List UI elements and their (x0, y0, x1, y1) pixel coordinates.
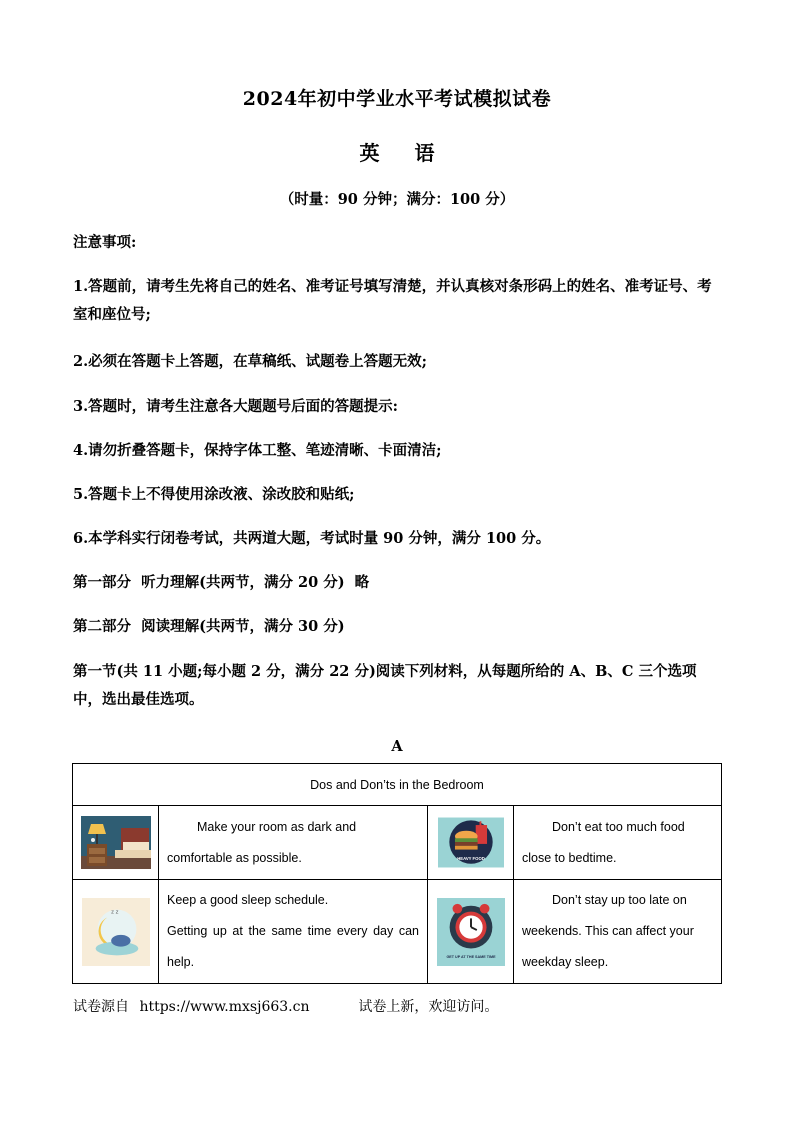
exam-title: 2024年初中学业水平考试模拟试卷 (242, 88, 552, 110)
subject-title: 英 语 (359, 141, 449, 165)
footer-tagline: 试卷上新，欢迎访问。 (358, 999, 499, 1015)
tip-no-food: Don’t eat too much food close to bedtime. (514, 806, 722, 880)
heavy-food-icon (438, 816, 504, 869)
notice-heading: 注意事项: (73, 234, 137, 251)
sleeping-moon-icon (81, 898, 151, 966)
notice-item-3: 3.答题时，请考生注意各大题题号后面的答题提示: (73, 398, 398, 415)
footer-url[interactable]: https://www.mxsj663.cn (139, 999, 310, 1015)
part2-heading: 第二部分 阅读理解(共两节，满分 30 分) (73, 618, 345, 635)
svg-text:z z: z z (110, 909, 119, 916)
clock-cell (428, 880, 514, 984)
food-cell (428, 806, 514, 880)
footer (73, 996, 504, 1016)
part1-heading: 第一部分 听力理解(共两节，满分 20 分) 略 (73, 574, 370, 591)
passage-label: A (391, 738, 403, 755)
clock-label: GET UP AT THE SAME TIME (445, 954, 496, 959)
notice-item-6: 6.本学科实行闭卷考试，共两道大题，考试时量 90 分钟，满分 100 分。 (73, 530, 551, 547)
bedroom-icon (81, 816, 151, 869)
time-info: （时量：90 分钟；满分：100 分） (279, 191, 515, 208)
notice-item-1: 1.答题前，请考生先将自己的姓名、准考证号填写清楚，并认真核对条形码上的姓名、准考证号、考室和座位号; (73, 278, 712, 323)
dos-donts-table (72, 763, 722, 984)
bedroom-cell (73, 806, 159, 880)
heavy-food-label: HEAVY FOOD (456, 855, 485, 861)
table-title: Dos and Don’ts in the Bedroom (73, 764, 722, 806)
tip-weekend: Don’t stay up too late on weekends. This can affect your weekday sleep. (514, 880, 722, 984)
notice-item-4: 4.请勿折叠答题卡，保持字体工整、笔迹清晰、卡面清洁; (73, 442, 442, 459)
notice-item-5: 5.答题卡上不得使用涂改液、涂改胶和贴纸; (73, 486, 355, 503)
tip-sleep-schedule: Keep a good sleep schedule. Getting up at the same time every day can help. (159, 880, 428, 984)
alarm-clock-icon (436, 898, 506, 966)
notice-item-2: 2.必须在答题卡上答题，在草稿纸、试题卷上答题无效; (73, 353, 427, 370)
moon-cell (73, 880, 159, 984)
footer-source-label: 试卷源自 (73, 999, 129, 1015)
section1-instructions: 第一节(共 11 小题;每小题 2 分，满分 22 分)阅读下列材料，从每题所给的 A、B、C 三个选项中，选出最佳选项。 (73, 663, 697, 708)
tip-dark-room: Make your room as dark and comfortable as possible. (159, 806, 428, 880)
